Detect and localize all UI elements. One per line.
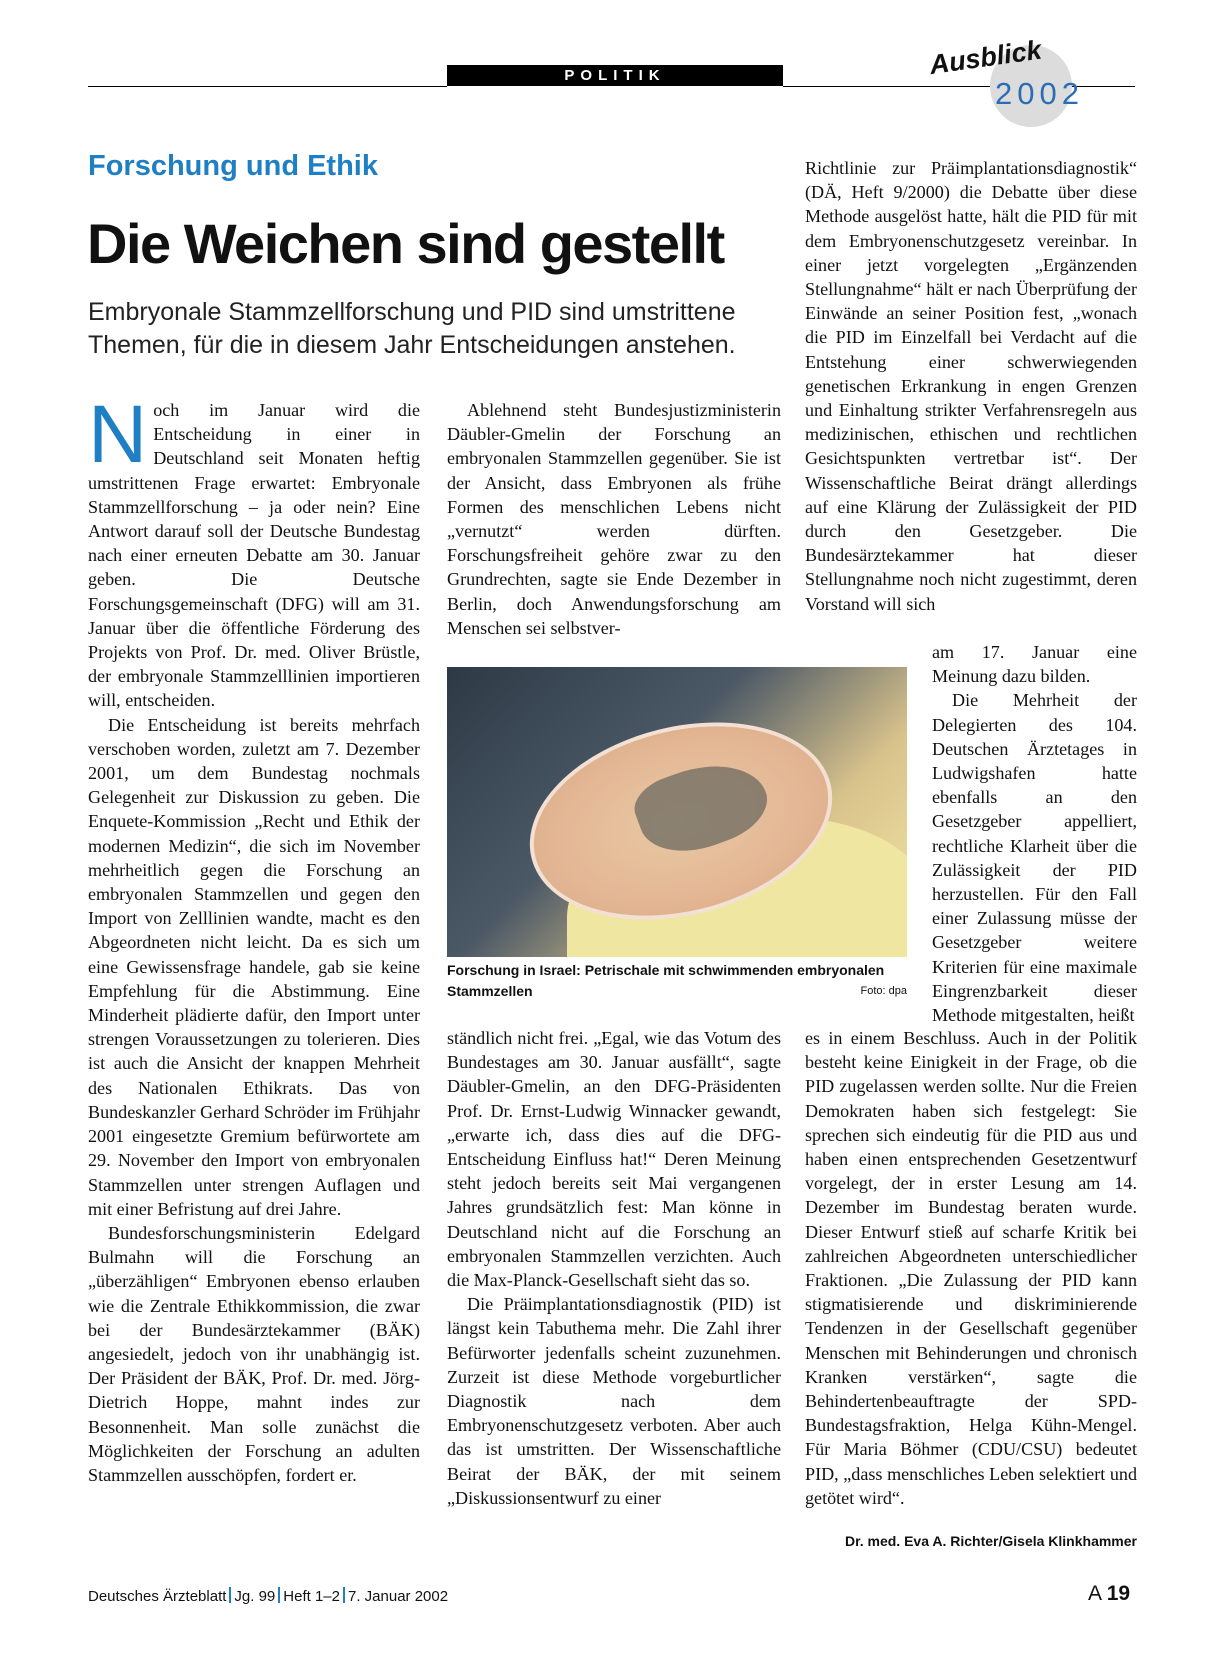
issue-date: 7. Januar 2002 bbox=[348, 1588, 449, 1605]
article-column-2-bottom bbox=[447, 1026, 781, 1510]
issue: Heft 1–2 bbox=[283, 1588, 340, 1605]
paragraph: Ablehnend steht Bundesjustizministerin Däubler-Gmelin der Forschung an embryonalen Stammzellen gegenüber. Sie ist der Ansicht, dass Embryonen als frühe Formen des menschlichen Lebens nicht „vernutzt“ werden dürften. Forschungsfreiheit gehöre zwar zu den Grundrechten, sagte sie Ende Dezember in Berlin, doch Anwendungsforschung am Menschen sei selbstver- bbox=[447, 400, 781, 638]
page-number: A 19 bbox=[1088, 1582, 1131, 1605]
photo-credit: Foto: dpa bbox=[860, 985, 907, 997]
volume: Jg. 99 bbox=[234, 1588, 276, 1605]
drop-cap: N bbox=[88, 389, 148, 480]
paragraph: Die Entscheidung ist bereits mehrfach verschoben worden, zuletzt am 7. Dezember 2001, um dem Bundestag nochmals Gelegenheit zur Diskussion zu geben. Die Enquete-Kommission „Recht und Ethik der modernen Medizin“, die sich im November mehrheitlich gegen die Forschung an embryonalen Stammzellen und gegen den Import von Zelllinien wandte, macht es den Abgeordneten nicht leicht. Da es sich um eine Gewissensfrage handele, gab sie keine Empfehlung für die Abstimmung. Eine Minderheit plädierte dafür, den Import unter strengen Voraussetzungen zu tolerieren. Dies ist auch die Ansicht der knappen Mehrheit des Nationalen Ethikrats. Das von Bundeskanzler Gerhard Schröder im Frühjahr 2001 eingesetzte Gremium befürwortete am 29. November den Import von embryonalen Stammzellen unter strengen Auflagen und mit einer Befristung auf drei Jahre. bbox=[88, 714, 420, 1219]
paragraph: am 17. Januar eine Meinung dazu bilden. bbox=[932, 642, 1137, 687]
page-footer bbox=[88, 1587, 448, 1605]
header-rule-left bbox=[88, 86, 447, 87]
section-label: POLITIK bbox=[447, 65, 783, 86]
ausblick-word: Ausblick bbox=[927, 34, 1044, 81]
paragraph: Richtlinie zur Präimplantationsdiagnostik“ (DÄ, Heft 9/2000) die Debatte über diese Methode ausgelöst hatte, hält die PID für mit dem Embryonenschutzgesetz vereinbar. In einer jetzt vorgelegten „Ergänzenden Stellungnahme“ hält er nach Überprüfung der Einwände an seiner Position fest, „wonach die PID im Einzelfall bei Verdacht auf die Entstehung einer schwerwiegenden genetischen Erkrankung in engen Grenzen und Einhaltung strikter Verfahrensregeln aus medizinischen, ethischen und rechtlichen Gesichtspunkten vertretbar ist“. Der Wissenschaftliche Beirat drängt allerdings auf eine Klärung der Zulässigkeit der PID durch den Gesetzgeber. Die Bundesärztekammer hat dieser Stellungnahme noch nicht zugestimmt, deren Vorstand will sich bbox=[805, 158, 1137, 614]
paragraph: ständlich nicht frei. „Egal, wie das Votum des Bundestages am 30. Januar ausfällt“, sagte Däubler-Gmelin, an den DFG-Präsidenten Prof. Dr. Ernst-Ludwig Winnacker gewandt, „erwarte ich, dass dies auf die DFG-Entscheidung Einfluss hat!“ Deren Meinung steht jedoch bereits seit Mai vergangenen Jahres grundsätzlich fest: Man könne in Deutschland nicht auf die Forschung an embryonalen Stammzellen verzichten. Auch die Max-Planck-Gesellschaft sieht das so. bbox=[447, 1028, 781, 1291]
article-headline: Die Weichen sind gestellt bbox=[87, 212, 724, 275]
article-kicker: Forschung und Ethik bbox=[88, 150, 378, 182]
paragraph: Bundesforschungsministerin Edelgard Bulmahn will die Forschung an „überzähligen“ Embryonen ebenso erlauben wie die Zentrale Ethikkommission, die zwar bei der Bundesärztekammer (BÄK) angesiedelt, jedoch von ihr unabhängig ist. Der Präsident der BÄK, Prof. Dr. med. Jörg-Dietrich Hoppe, mahnt indes zur Besonnenheit. Man solle zunächst die Möglichkeiten der Forschung an adulten Stammzellen ausschöpfen, fordert er. bbox=[88, 1222, 420, 1485]
ausblick-year: 2002 bbox=[995, 76, 1084, 111]
petri-dish-photo bbox=[447, 667, 907, 957]
article-byline: Dr. med. Eva A. Richter/Gisela Klinkhammer bbox=[844, 1533, 1137, 1549]
photo-caption: Forschung in Israel: Petrischale mit schwimmenden embryonalen Stammzellen Foto: dpa bbox=[447, 960, 907, 1002]
paragraph: es in einem Beschluss. Auch in der Politik besteht keine Einigkeit in der Frage, ob die PID zugelassen werden sollte. Nur die Freien Demokraten haben sich festgelegt: Sie sprechen sich eindeutig für die PID aus und haben einen entsprechenden Gesetzentwurf vorgelegt, der in erster Lesung am 14. Dezember im Bundestag beraten wurde. Dieser Entwurf stieß auf scharfe Kritik bei zahlreichen Abgeordneten unterschiedlicher Fraktionen. „Die Zulassung der PID kann stigmatisierende und diskriminierende Tendenzen in der Gesellschaft gegenüber Menschen mit Behinderungen und chronisch Kranken verstärken“, sagte die Behindertenbeauftragte der SPD-Bundestagsfraktion, Helga Kühn-Mengel. Für Maria Böhmer (CDU/CSU) bedeutet PID, „dass menschliches Leben selektiert und getötet wird“. bbox=[805, 1028, 1137, 1508]
article-column-2-top bbox=[447, 398, 781, 640]
article-column-3-top bbox=[805, 156, 1137, 616]
paragraph: Noch im Januar wird die Entscheidung in einer in Deutschland seit Monaten heftig umstrittenen Frage erwartet: Embryonale Stammzellforschung – ja oder nein? Eine Antwort darauf soll der Deutsche Bundestag nach einer erneuten Debatte am 30. Januar geben. Die Deutsche Forschungsgemeinschaft (DFG) will am 31. Januar über die öffentliche Förderung des Projekts von Prof. Dr. med. Oliver Brüstle, der embryonale Stammzelllinien importieren will, entscheiden. bbox=[88, 389, 420, 711]
article-column-3-narrow bbox=[932, 640, 1137, 1027]
paragraph: Die Präimplantationsdiagnostik (PID) ist längst kein Tabuthema mehr. Die Zahl ihrer Befürworter jedenfalls scheint zuzunehmen. Zurzeit ist diese Methode vorgeburtlicher Diagnostik nach dem Embryonenschutzgesetz verboten. Aber auch das ist umstritten. Der Wissenschaftliche Beirat der BÄK, der mit seinem „Diskussionsentwurf zu einer bbox=[447, 1294, 781, 1508]
article-column-3-bottom bbox=[805, 1026, 1137, 1510]
paragraph: Die Mehrheit der Delegierten des 104. Deutschen Ärztetages in Ludwigshafen hatte ebenfalls an den Gesetzgeber appelliert, rechtliche Klarheit über die Zulässigkeit der PID herzustellen. Für den Fall einer Zulassung müsse der Gesetzgeber weitere Kriterien für eine maximale Eingrenzbarkeit dieser Methode mitgestalten, heißt bbox=[932, 690, 1137, 1026]
article-lead: Embryonale Stammzellforschung und PID sind umstrittene Themen, für die in diesem Jahr Entscheidungen anstehen. bbox=[88, 298, 736, 359]
journal-name: Deutsches Ärzteblatt bbox=[88, 1588, 227, 1605]
article-column-1 bbox=[88, 389, 420, 1487]
